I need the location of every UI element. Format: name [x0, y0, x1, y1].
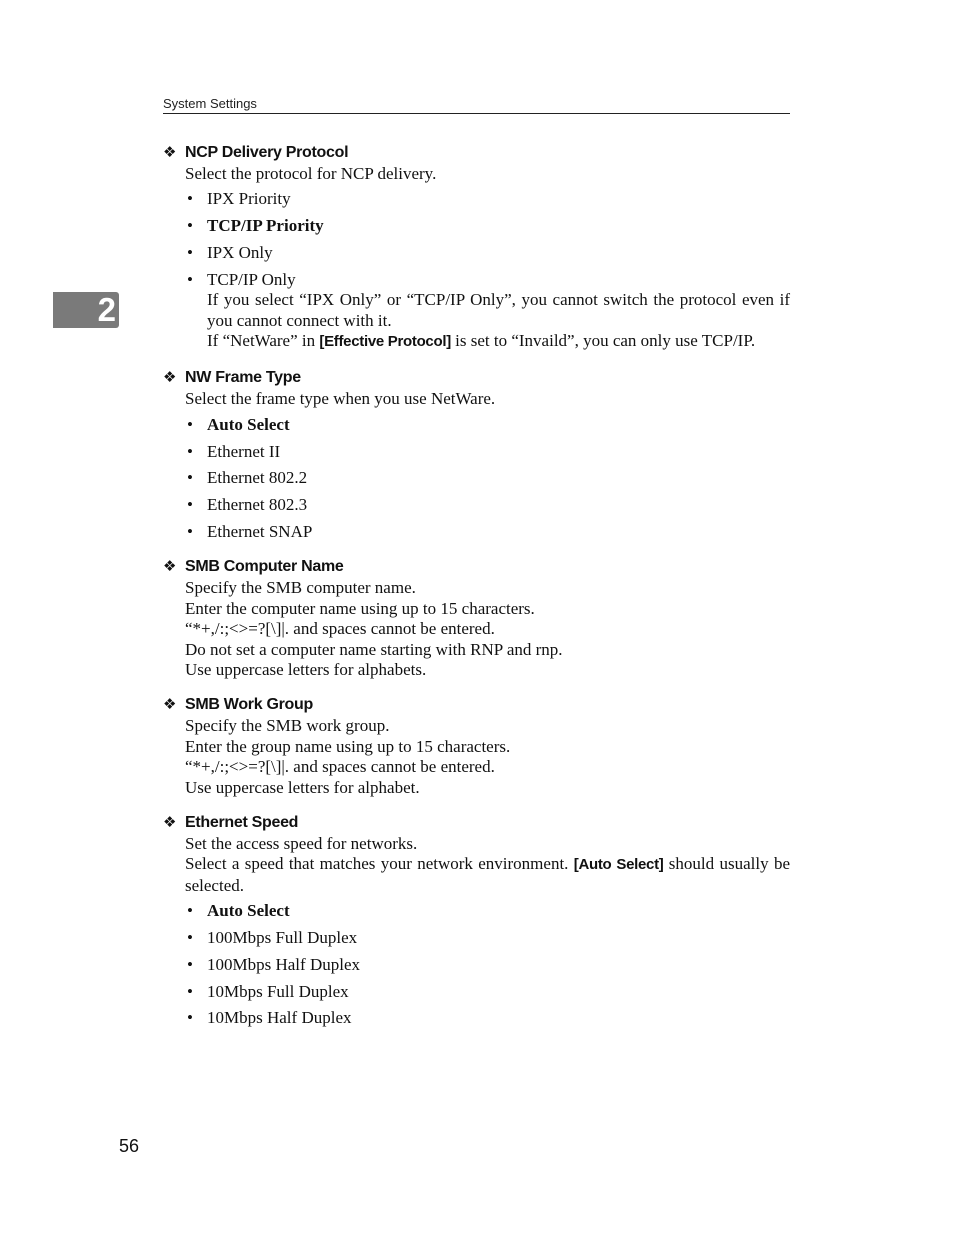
section-heading — [163, 813, 790, 833]
list-item — [185, 415, 790, 435]
option-label-default: Auto Select — [207, 414, 290, 434]
bullet-icon: • — [187, 981, 193, 1001]
option-list — [185, 189, 790, 352]
section-ncp-delivery-protocol — [163, 143, 790, 352]
section-heading — [163, 557, 790, 577]
section-ethernet-speed — [163, 813, 790, 1029]
list-item — [185, 270, 790, 353]
option-label: 10Mbps Half Duplex — [207, 1008, 352, 1028]
section-heading — [163, 695, 790, 715]
desc-text-part: Select a speed that matches your network environment. — [185, 854, 574, 874]
section-description — [185, 854, 790, 896]
option-label: Ethernet SNAP — [207, 522, 313, 542]
desc-text-part: should usually be selected. — [185, 854, 790, 895]
bullet-icon: • — [187, 928, 193, 948]
chapter-tab — [53, 292, 119, 328]
body-line: Specify the SMB computer name. — [185, 578, 416, 598]
bullet-icon: • — [187, 901, 193, 921]
section-smb-work-group — [163, 695, 790, 798]
bullet-icon: • — [187, 522, 193, 542]
note-text-part: If “NetWare” in — [207, 331, 320, 351]
option-list — [185, 901, 790, 1029]
option-label: IPX Priority — [207, 189, 291, 209]
bullet-icon: • — [187, 216, 193, 236]
bullet-icon: • — [187, 1008, 193, 1028]
section-nw-frame-type — [163, 368, 790, 542]
body-line: Enter the computer name using up to 15 characters. — [185, 598, 535, 618]
diamond-bullet-icon: ❖ — [163, 558, 177, 576]
key-reference: [Effective Protocol] — [319, 333, 451, 351]
section-heading — [163, 143, 790, 163]
bullet-icon: • — [187, 269, 193, 289]
section-title: SMB Work Group — [185, 696, 313, 714]
list-item — [185, 955, 790, 975]
body-line: Use uppercase letters for alphabet. — [185, 777, 420, 797]
list-item — [185, 495, 790, 515]
list-item — [185, 901, 790, 921]
body-line: Do not set a computer name starting with RNP and rnp. — [185, 639, 563, 659]
section-title: NW Frame Type — [185, 369, 301, 387]
option-label: 100Mbps Half Duplex — [207, 954, 360, 974]
note-text-part: is set to “Invaild”, you can only use TCP/IP. — [450, 331, 756, 351]
note-text — [207, 331, 790, 352]
bullet-icon: • — [187, 414, 193, 434]
list-item — [185, 1008, 790, 1028]
bullet-icon: • — [187, 954, 193, 974]
option-label-default: Auto Select — [207, 901, 290, 921]
option-list — [185, 415, 790, 543]
option-label: Ethernet 802.3 — [207, 495, 308, 515]
body-line: Use uppercase letters for alphabets. — [185, 660, 427, 680]
list-item — [185, 468, 790, 488]
list-item — [185, 243, 790, 263]
option-label: 10Mbps Full Duplex — [207, 981, 349, 1001]
bullet-icon: • — [187, 243, 193, 262]
section-description: Select the frame type when you use NetWare. — [185, 389, 496, 409]
note-text: If you select “IPX Only” or “TCP/IP Only”, you cannot switch the protocol even if you cannot connect with it. — [207, 290, 790, 330]
section-description: Set the access speed for networks. — [185, 834, 418, 854]
bullet-icon: • — [187, 441, 193, 461]
section-title: NCP Delivery Protocol — [185, 144, 349, 161]
section-heading — [163, 368, 790, 388]
bullet-icon: • — [187, 189, 193, 209]
option-label: IPX Only — [207, 243, 273, 262]
list-item — [185, 982, 790, 1002]
section-smb-computer-name — [163, 557, 790, 680]
diamond-bullet-icon: ❖ — [163, 144, 177, 161]
running-header: System Settings — [163, 96, 790, 114]
body-line: Specify the SMB work group. — [185, 716, 390, 736]
option-label-default: TCP/IP Priority — [207, 216, 324, 236]
section-description: Select the protocol for NCP delivery. — [185, 164, 437, 183]
option-label: TCP/IP Only — [207, 269, 296, 289]
list-item — [185, 189, 790, 209]
bullet-icon: • — [187, 468, 193, 488]
list-item — [185, 442, 790, 462]
list-item — [185, 928, 790, 948]
bullet-icon: • — [187, 495, 193, 515]
section-title: SMB Computer Name — [185, 558, 344, 576]
list-item — [185, 216, 790, 236]
key-reference: [Auto Select] — [573, 856, 664, 874]
list-item — [185, 522, 790, 542]
option-label: Ethernet 802.2 — [207, 468, 308, 488]
option-label: Ethernet II — [207, 441, 281, 461]
chapter-number: 2 — [97, 291, 116, 328]
diamond-bullet-icon: ❖ — [163, 369, 177, 387]
body-line: Enter the group name using up to 15 characters. — [185, 736, 511, 756]
page-number: 56 — [119, 1136, 140, 1156]
section-title: Ethernet Speed — [185, 814, 299, 832]
body-line: “*+,/:;<>=?[\]|. and spaces cannot be entered. — [185, 619, 495, 639]
page-content — [163, 143, 790, 1029]
diamond-bullet-icon: ❖ — [163, 696, 177, 714]
body-line: “*+,/:;<>=?[\]|. and spaces cannot be entered. — [185, 757, 495, 777]
option-label: 100Mbps Full Duplex — [207, 928, 358, 948]
diamond-bullet-icon: ❖ — [163, 814, 177, 832]
